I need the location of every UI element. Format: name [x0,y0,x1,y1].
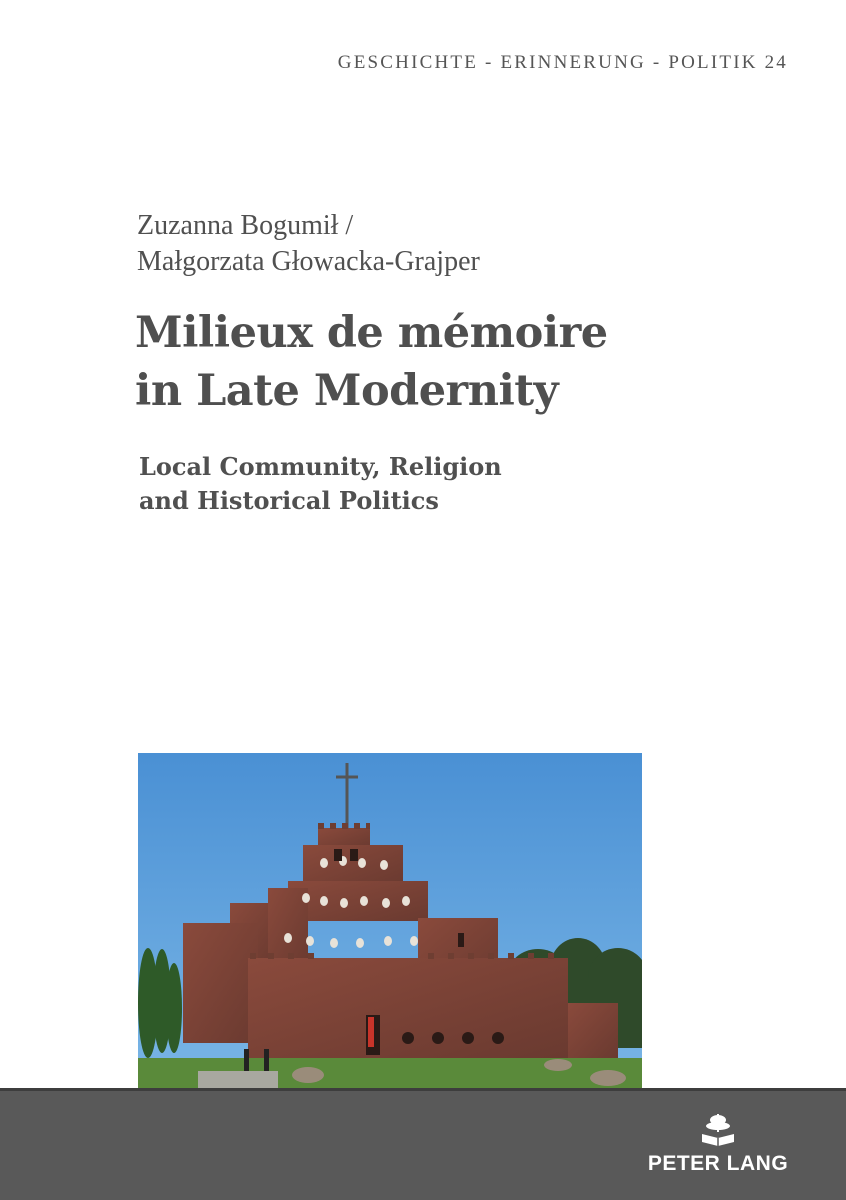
author-1: Zuzanna Bogumił / [137,210,354,241]
authors [137,208,480,280]
red-flag [368,1017,374,1047]
book-subtitle [139,450,502,518]
path [198,1071,278,1088]
subtitle-line-1: Local Community, Religion [139,452,502,481]
book-title [135,304,608,420]
tree-book-logo-icon [698,1112,738,1146]
church-castle-illustration [138,753,642,1088]
title-line-1: Milieux de mémoire [135,308,608,358]
publisher-logo [646,1112,790,1176]
series-title: GESCHICHTE - ERINNERUNG - POLITIK 24 [337,52,788,73]
title-line-2: in Late Modernity [135,366,559,416]
publisher-name: PETER LANG [647,1152,789,1175]
cover-photo [138,753,642,1088]
subtitle-line-2: and Historical Politics [139,486,439,515]
author-2: Małgorzata Głowacka-Grajper [137,246,480,277]
trees-left [138,948,182,1058]
